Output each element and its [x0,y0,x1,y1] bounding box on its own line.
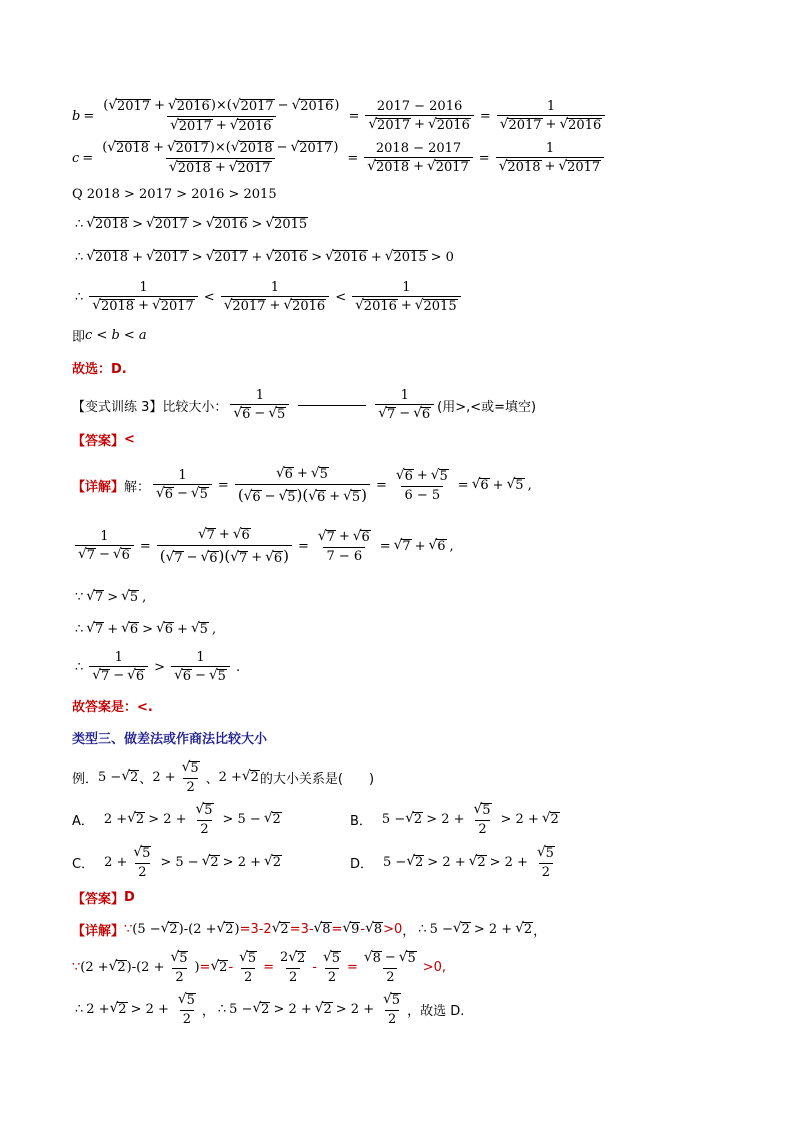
conclusion-math: c < b < a [85,328,147,343]
choose-d-line: 故选：D. [72,362,127,377]
type3-heading: 类型三、做差法或作商法比较大小 [72,732,268,747]
type3-detail-tag: 【详解】 [72,924,125,939]
detail-therefore-1: ∴ √ 7 + √ 6 > √ 6 + √ 5 , [75,620,217,638]
c-derivation: c = ( √ 2018 + √ 2017 )×( √ 2018 − √ 2017 ) √ 2018 + √ 2017 = 2018 − 2017 √ 2018 + √ 2017 = 1 √ 2018 + √ 2017 [72,140,607,177]
exercise-hint: (用>,<或=填空) [437,399,537,415]
b-derivation: b = ( √ 2017 + √ 2016 )×( √ 2017 − √ 2016 ) √ 2017 + √ 2016 = 2017 − 2016 √ 2017 + √ 2016 = 1 √ 2017 + √ 2016 [72,98,608,135]
since-line: Q 2018 > 2017 > 2016 > 2015 [72,187,277,202]
type3-answer [72,888,135,907]
detail-therefore-2: ∴ 1 √ 7 − √ 6 > 1 √ 6 − √ 5 . [75,650,241,684]
option-c[interactable]: C． 2 + √ 5 2 > 5 − √ 2 > 2 + √ 2 [72,844,281,880]
detail-because: ∵ √ 7 > √ 5 , [75,588,147,606]
example-prefix: 例． [72,771,99,787]
answer-value: < [124,432,135,447]
detail-tag: 【详解】 [72,480,125,496]
answer-blank [298,404,366,406]
option-c-label: C． [72,856,95,872]
option-a[interactable]: A． 2 + √ 2 > 2 + √ 5 2 > 5 − √ 2 [72,801,281,837]
option-b[interactable]: B． 5 − √ 2 > 2 + √ 5 2 > 2 + √ 2 [350,801,559,837]
detail-line-1: 【详解】 解： 1 √ 6 − √ 5 = √ 6 + √ 5 ( √ 6 − √ 5 )( √ 6 + √ 5 ) = √ 6 + √ 5 6 − 5 = √ 6 + √ 5 , [72,465,532,505]
option-a-label: A． [72,813,94,829]
exercise-tag: 【变式训练 3】 [72,399,163,415]
therefore-symbol-2: ∴ [75,659,84,675]
example-suffix: 的大小关系是( ) [259,771,375,787]
conclusion-prefix: 即 [72,330,86,345]
sum-inequality: ∴ √ 2018 + √ 2017 > √ 2017 + √ 2016 > √ 2016 + √ 2015 > 0 [75,248,454,266]
conclusion-line [72,326,147,345]
because-symbol: ∵ [75,590,84,606]
exercise-answer [72,430,135,449]
type3-detail-2: ∵ (2 + √ 2 )-(2 + √ 5 2 ) = √ 2 - √ 5 2 = 2 √ 2 2 - √ 5 2 = √ 8 − √ 5 2 >0, [72,949,447,985]
type3-answer-value: D [124,890,135,905]
type3-detail-3: ∴ 2 + √ 2 > 2 + √ 5 2 ， ∴ 5 − √ 2 > 2 + √ 2 > 2 + √ 5 2 ，故选 D. [75,991,465,1027]
exercise-prompt: 比较大小： [162,399,228,415]
answer-tag: 【答案】 [72,434,125,449]
detail-intro: 解： [124,480,151,496]
type3-final: ，故选 D. [407,1003,465,1019]
exercise-final: 故答案是：<. [72,700,153,715]
option-d-label: D． [350,856,374,872]
sqrt-inequality: ∴ √ 2018 > √ 2017 > √ 2016 > √ 2015 [75,215,308,233]
example-question: 例． 5 − √ 2 、 2 + √ 5 2 、 2 + √ 2 的大小关系是( ) [72,759,375,795]
option-b-label: B． [350,813,372,829]
exercise-3-question: 【变式训练 3】 比较大小： 1 √ 6 − √ 5 1 √ 7 − √ 6 (用>,<或=填空) [72,388,537,422]
option-d[interactable]: D． 5 − √ 2 > 2 + √ 2 > 2 + √ 5 2 [350,844,554,880]
detail-line-2: 1 √ 7 − √ 6 = √ 7 + √ 6 ( √ 7 − √ 6 )( √ 7 + √ 6 ) = √ 7 + √ 6 7 − 6 = √ 7 + √ 6 , [72,527,457,567]
reciprocal-inequality: ∴ 1 √ 2018 + √ 2017 < 1 √ 2017 + √ 2016 < 1 √ 2016 + √ 2015 [72,280,464,315]
type3-detail-1: 【详解】 ∵ (5 − √ 2 )-(2 + √ 2 ) =3-2 √ 2 =3- √ 8 = √ 9 - √ 8 >0 ， ∴ 5 − √ 2 > 2 + √ 2 ， [72,919,547,939]
type3-answer-tag: 【答案】 [72,892,125,907]
therefore-symbol: ∴ [75,622,84,638]
